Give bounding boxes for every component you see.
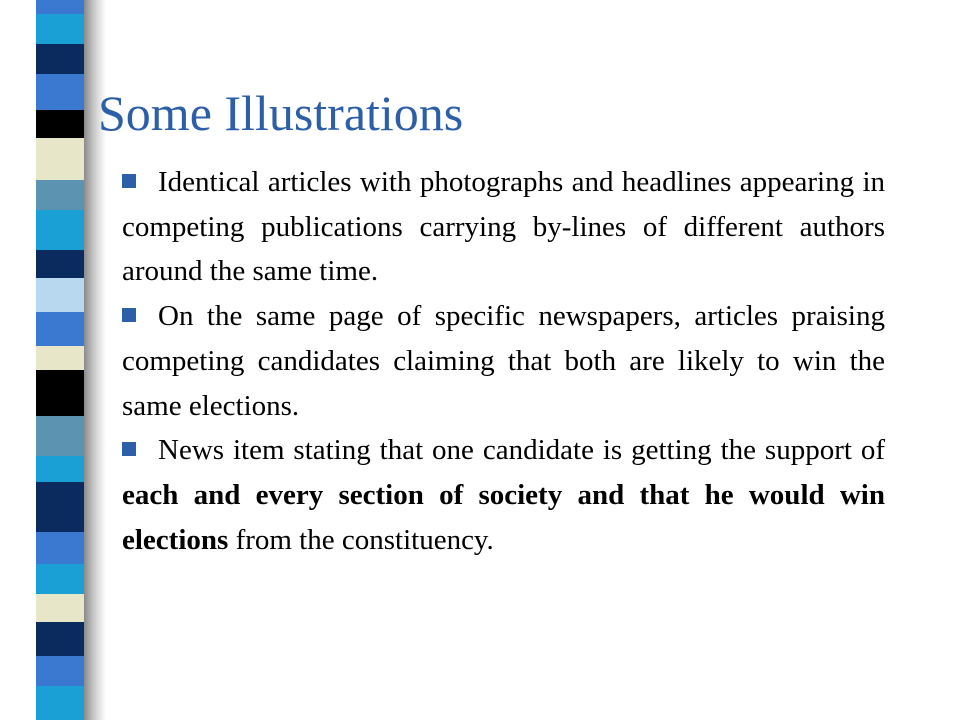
bullet-emphasis: each and every section of society and that he would win elections xyxy=(122,478,885,556)
stripe-block xyxy=(36,138,84,180)
stripe-block xyxy=(36,564,84,594)
stripe-block xyxy=(36,456,84,482)
square-bullet-icon xyxy=(122,442,136,456)
bullet-item xyxy=(122,294,885,428)
stripe-block xyxy=(36,416,84,456)
square-bullet-icon xyxy=(122,308,136,322)
stripe-block xyxy=(36,110,84,138)
stripe-block xyxy=(36,370,84,416)
slide-title: Some Illustrations xyxy=(98,85,464,141)
stripe-block xyxy=(36,74,84,110)
stripe-block xyxy=(36,346,84,370)
bullet-text: News item stating that one candidate is getting the support of xyxy=(158,434,885,467)
stripe-block xyxy=(36,210,84,250)
stripe-block xyxy=(36,312,84,346)
stripe-block xyxy=(36,482,84,532)
square-bullet-icon xyxy=(122,174,136,188)
decorative-stripe xyxy=(36,0,84,720)
stripe-block xyxy=(36,594,84,622)
stripe-block xyxy=(36,686,84,720)
bullet-text: from the constituency. xyxy=(228,523,494,556)
stripe-block xyxy=(36,14,84,44)
bullet-item xyxy=(122,160,885,294)
stripe-block xyxy=(36,180,84,210)
bullet-text: On the same page of specific newspapers, articles praising competing candidates claiming that both are likely to win the same elections. xyxy=(122,300,885,422)
stripe-block xyxy=(36,278,84,312)
stripe-block xyxy=(36,622,84,656)
bullet-text: Identical articles with photographs and headlines appearing in competing publications carrying by-lines of different authors around the same time. xyxy=(122,166,885,288)
bullet-item xyxy=(122,428,885,562)
stripe-block xyxy=(36,0,84,14)
stripe-block xyxy=(36,532,84,564)
stripe-block xyxy=(36,250,84,278)
stripe-block xyxy=(36,656,84,686)
bullet-list xyxy=(122,160,885,562)
stripe-block xyxy=(36,44,84,74)
